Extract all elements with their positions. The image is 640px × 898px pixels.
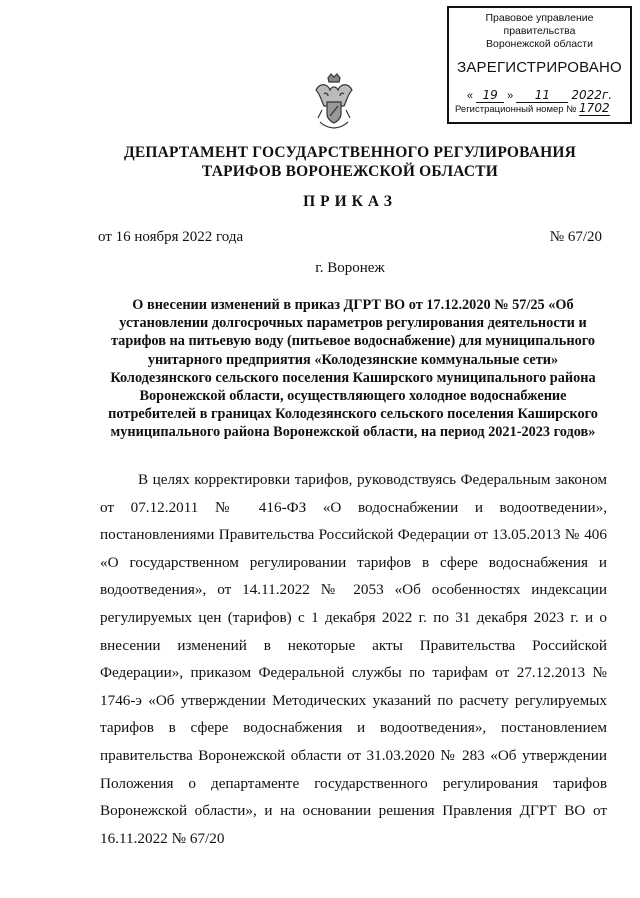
document-number: № 67/20: [549, 229, 602, 245]
registration-stamp: [447, 6, 632, 124]
stamp-date-month: 11: [516, 88, 568, 103]
stamp-org-line-1: Правовое управление правительства: [485, 12, 594, 37]
department-line-2: ТАРИФОВ ВОРОНЕЖСКОЙ ОБЛАСТИ: [201, 163, 499, 180]
stamp-organization: [449, 12, 630, 51]
stamp-registered-label: ЗАРЕГИСТРИРОВАНО: [457, 59, 622, 76]
stamp-org-line-2: Воронежской области: [486, 38, 593, 50]
document-title: О внесении изменений в приказ ДГРТ ВО от 17.12.2020 № 57/25 «Об установлении долгосрочных параметров регулирования деятельности и тарифов на питьевую воду (питьевое водоснабжение) для муниципального унитарного предприятия «Колодезянские коммунальные сети» Колодезянского сельского поселения Каширского муниципального района Воронежской области, осуществляющего холодное водоснабжение потребителей в границах Колодезянского сельского поселения Каширского муниципального района Воронежской области, на период 2021-2023 годов»: [108, 297, 598, 441]
coat-of-arms-icon: [310, 72, 358, 132]
document-date: от 16 ноября 2022 года: [98, 229, 244, 245]
department-name: [0, 143, 640, 181]
stamp-reg-number: [455, 101, 630, 116]
document-city: г. Воронеж: [315, 260, 385, 276]
stamp-date-day: 19: [476, 88, 504, 103]
stamp-date-quote-close: »: [507, 90, 514, 102]
document-type: ПРИКАЗ: [303, 193, 397, 210]
stamp-date-year: 2022г.: [571, 88, 613, 102]
stamp-reg-number-value: 1702: [579, 101, 610, 115]
document-body: В целях корректировки тарифов, руководствуясь Федеральным законом от 07.12.2011 № 416-ФЗ «О водоснабжении и водоотведении», постановлениями Правительства Российской Федерации от 13.05.2013 № 406 «О государственном регулировании тарифов в сфере водоснабжения и водоотведения», от 14.11.2022 № 2053 «Об особенностях индексации регулируемых цен (тарифов) с 1 декабря 2022 г. по 31 декабря 2023 г. и о внесении изменений в некоторые акты Правительства Российской Федерации», приказом Федеральной службы по тарифам от 27.12.2013 № 1746-э «Об утверждении Методических указаний по расчету регулируемых тарифов в сфере водоснабжения и водоотведения», постановлением правительства Воронежской области от 31.03.2020 № 283 «Об утверждении Положения о департаменте государственного регулирования тарифов Воронежской области», и на основании решения Правления ДГРТ ВО от 16.11.2022 № 67/20: [100, 471, 607, 847]
stamp-date-quote-open: «: [466, 90, 474, 102]
department-line-1: ДЕПАРТАМЕНТ ГОСУДАРСТВЕННОГО РЕГУЛИРОВАНИЯ: [123, 144, 577, 161]
stamp-reg-number-label: Регистрационный номер №: [455, 104, 577, 115]
